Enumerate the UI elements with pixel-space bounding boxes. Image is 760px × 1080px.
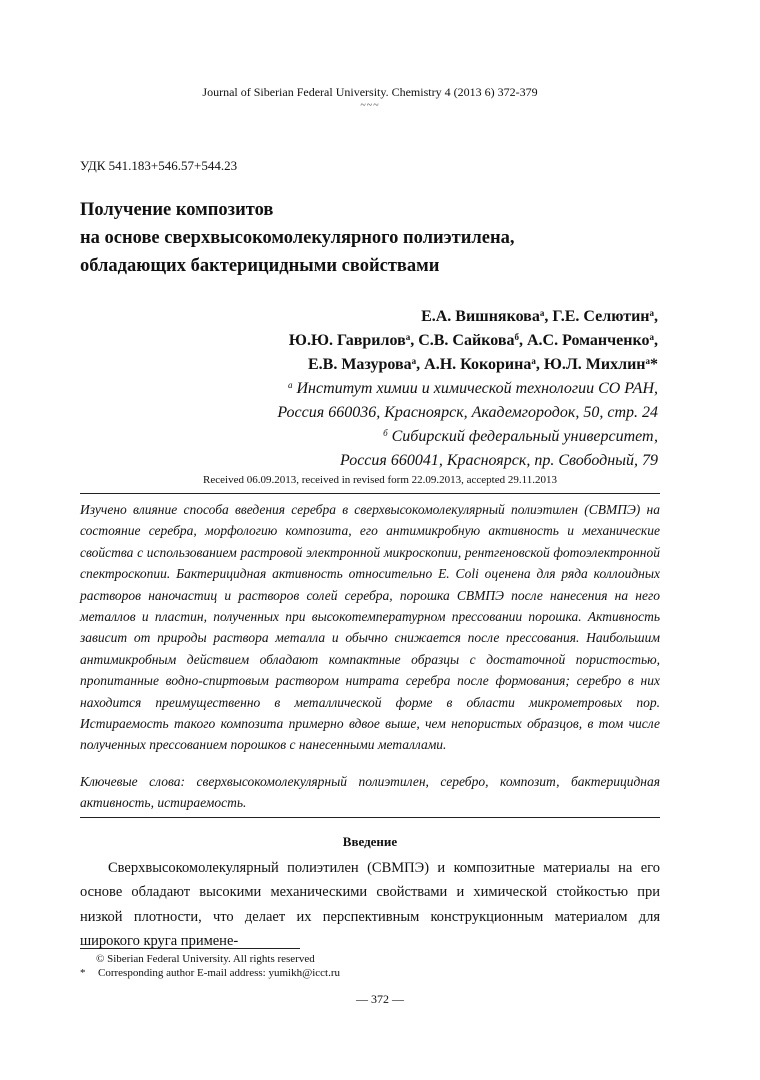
author-name: Ю.Л. Михлин xyxy=(543,356,646,373)
abstract-top-rule xyxy=(80,493,660,494)
title-line: на основе сверхвысокомолекулярного полиэтилена, xyxy=(80,228,515,248)
affiliation-line: $^а$ Институт химии и химической технологии СО РАН, xyxy=(287,380,658,397)
introduction-paragraph: Сверхвысокомолекулярный полиэтилен (СВМПЭ) и композитные материалы на его основе обладают высокими механическими свойствами и химической стойкостью при низкой плотности, что делает их перспективным конструкционным материалом для широкого круга примене- xyxy=(80,860,660,949)
author-line: Е.В. Мазурова$^а$, А.Н. Кокорина$^а$, Ю.Л. Михлин$^а$* xyxy=(307,356,658,373)
footnote-rule xyxy=(80,948,300,949)
keywords-text: Ключевые слова: сверхвысокомолекулярный полиэтилен, серебро, композит, бактерицидная активность, истираемость. xyxy=(80,774,660,811)
author-name: Е.В. Мазурова xyxy=(307,356,412,373)
author-line: Ю.Ю. Гаврилов$^а$, С.В. Сайкова$^б$, А.С. Романченко$^а$, xyxy=(288,332,658,349)
journal-header: Journal of Siberian Federal University. Chemistry 4 (2013 6) 372-379 xyxy=(202,85,538,99)
title-line: обладающих бактерицидными свойствами xyxy=(80,256,440,276)
section-heading-introduction: Введение xyxy=(342,834,398,849)
footnote-corresponding: * Corresponding author E-mail address: yumikh@icct.ru xyxy=(80,967,340,979)
corresponding-mark: * xyxy=(650,356,658,373)
author-name: Ю.Ю. Гаврилов xyxy=(288,332,406,349)
author-name: Г.Е. Селютин xyxy=(552,308,650,325)
abstract-text: Изучено влияние способа введения серебра в сверхвысокомолекулярный полиэтилен (СВМПЭ) на состояние серебра, морфологию композита, его антимикробную активность и механические свойства с использованием растровой электронной микроскопии, рентгеновской фотоэлектронной спектроскопии. Бактерицидная активность относительно E. Coli оценена для ряда коллоидных растворов наночастиц и растворов солей серебра, порошка СВМПЭ после нанесения на него металлов и пластин, полученных при высокотемпературном прессовании порошка. Активность зависит от природы раствора металла и обычно снижается после прессования. Наибольшим антимикробным действием обладают компактные образцы с достаточной пористостью, пропитанные водно-спиртовым раствором нитрата серебра после формования; серебро в них находится преимущественно в металлической форме в области микрометровых пор. Истираемость такого композита примерно вдвое выше, чем непористых образцов, в том числе полученных прессованием порошков с нанесенными металлами. xyxy=(80,502,660,753)
page-number: — 372 — xyxy=(356,992,404,1006)
author-name: Е.А. Вишнякова xyxy=(421,308,540,325)
affiliation-line: $^б$ Сибирский федеральный университет, xyxy=(383,428,658,445)
affiliation-line: Россия 660041, Красноярск, пр. Свободный, 79 xyxy=(340,452,658,469)
author-name: С.В. Сайкова xyxy=(418,332,515,349)
header-ornament: ~~~ xyxy=(360,100,380,111)
affiliation-line: Россия 660036, Красноярск, Академгородок, 50, стр. 24 xyxy=(277,404,658,421)
author-block xyxy=(277,305,658,473)
author-name: А.С. Романченко xyxy=(526,332,650,349)
received-dates: Received 06.09.2013, received in revised form 22.09.2013, accepted 29.11.2013 xyxy=(203,474,557,486)
title-line: Получение композитов xyxy=(80,200,274,220)
author-line: Е.А. Вишнякова$^а$, Г.Е. Селютин$^а$, xyxy=(421,308,658,325)
footnote-star: * xyxy=(80,967,86,979)
footnote-copyright: © Siberian Federal University. All rights reserved xyxy=(96,953,315,965)
abstract-bottom-rule xyxy=(80,817,660,818)
author-name: А.Н. Кокорина xyxy=(424,356,532,373)
article-title xyxy=(80,196,680,280)
udk-code: УДК 541.183+546.57+544.23 xyxy=(80,158,238,173)
